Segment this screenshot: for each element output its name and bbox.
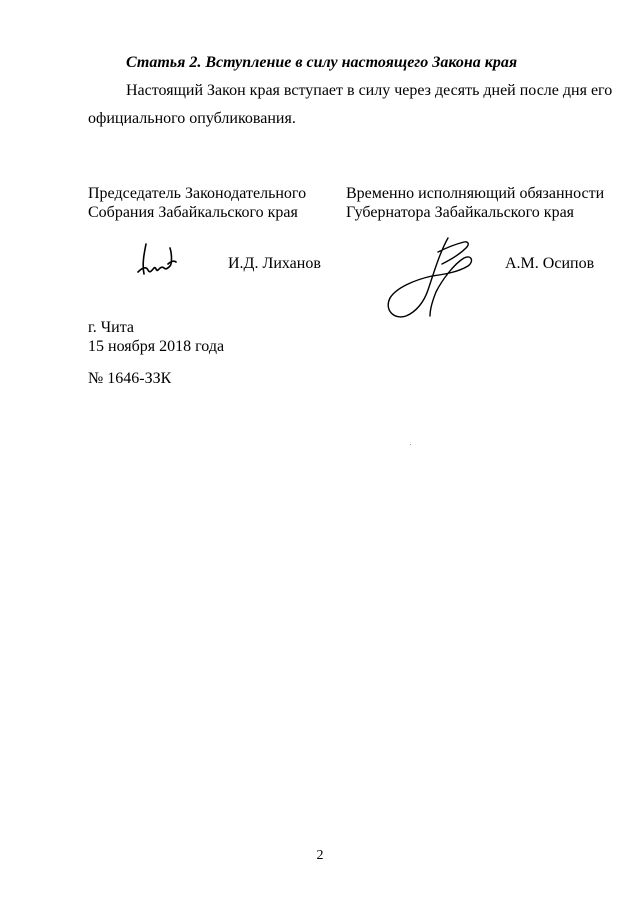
- left-position-line-1: Председатель Законодательного: [88, 185, 307, 202]
- right-signature-icon: [380, 232, 480, 320]
- city: г. Чита: [88, 319, 135, 336]
- right-position-line-2: Губернатора Забайкальского края: [346, 204, 575, 221]
- left-position-line-2: Собрания Забайкальского края: [88, 204, 298, 221]
- right-signatory-position: [346, 184, 604, 222]
- date: 15 ноября 2018 года: [88, 338, 225, 355]
- article-title: Статья 2. Вступление в силу настоящего Закона края: [126, 54, 518, 71]
- scan-speck: [410, 444, 411, 445]
- left-signatory-name: И.Д. Лиханов: [228, 255, 321, 272]
- page-number: 2: [316, 848, 324, 863]
- left-signatory-position: [88, 184, 306, 222]
- article-text-line-2: официального опубликования.: [88, 110, 296, 127]
- right-signatory-name: А.М. Осипов: [505, 255, 595, 272]
- left-signature-icon: [132, 234, 180, 284]
- right-position-line-1: Временно исполняющий обязанности: [346, 185, 605, 202]
- article-text-line-1: Настоящий Закон края вступает в силу через десять дней после дня его: [126, 82, 613, 99]
- place-and-date: [88, 318, 224, 356]
- law-number: № 1646-ЗЗК: [88, 370, 172, 387]
